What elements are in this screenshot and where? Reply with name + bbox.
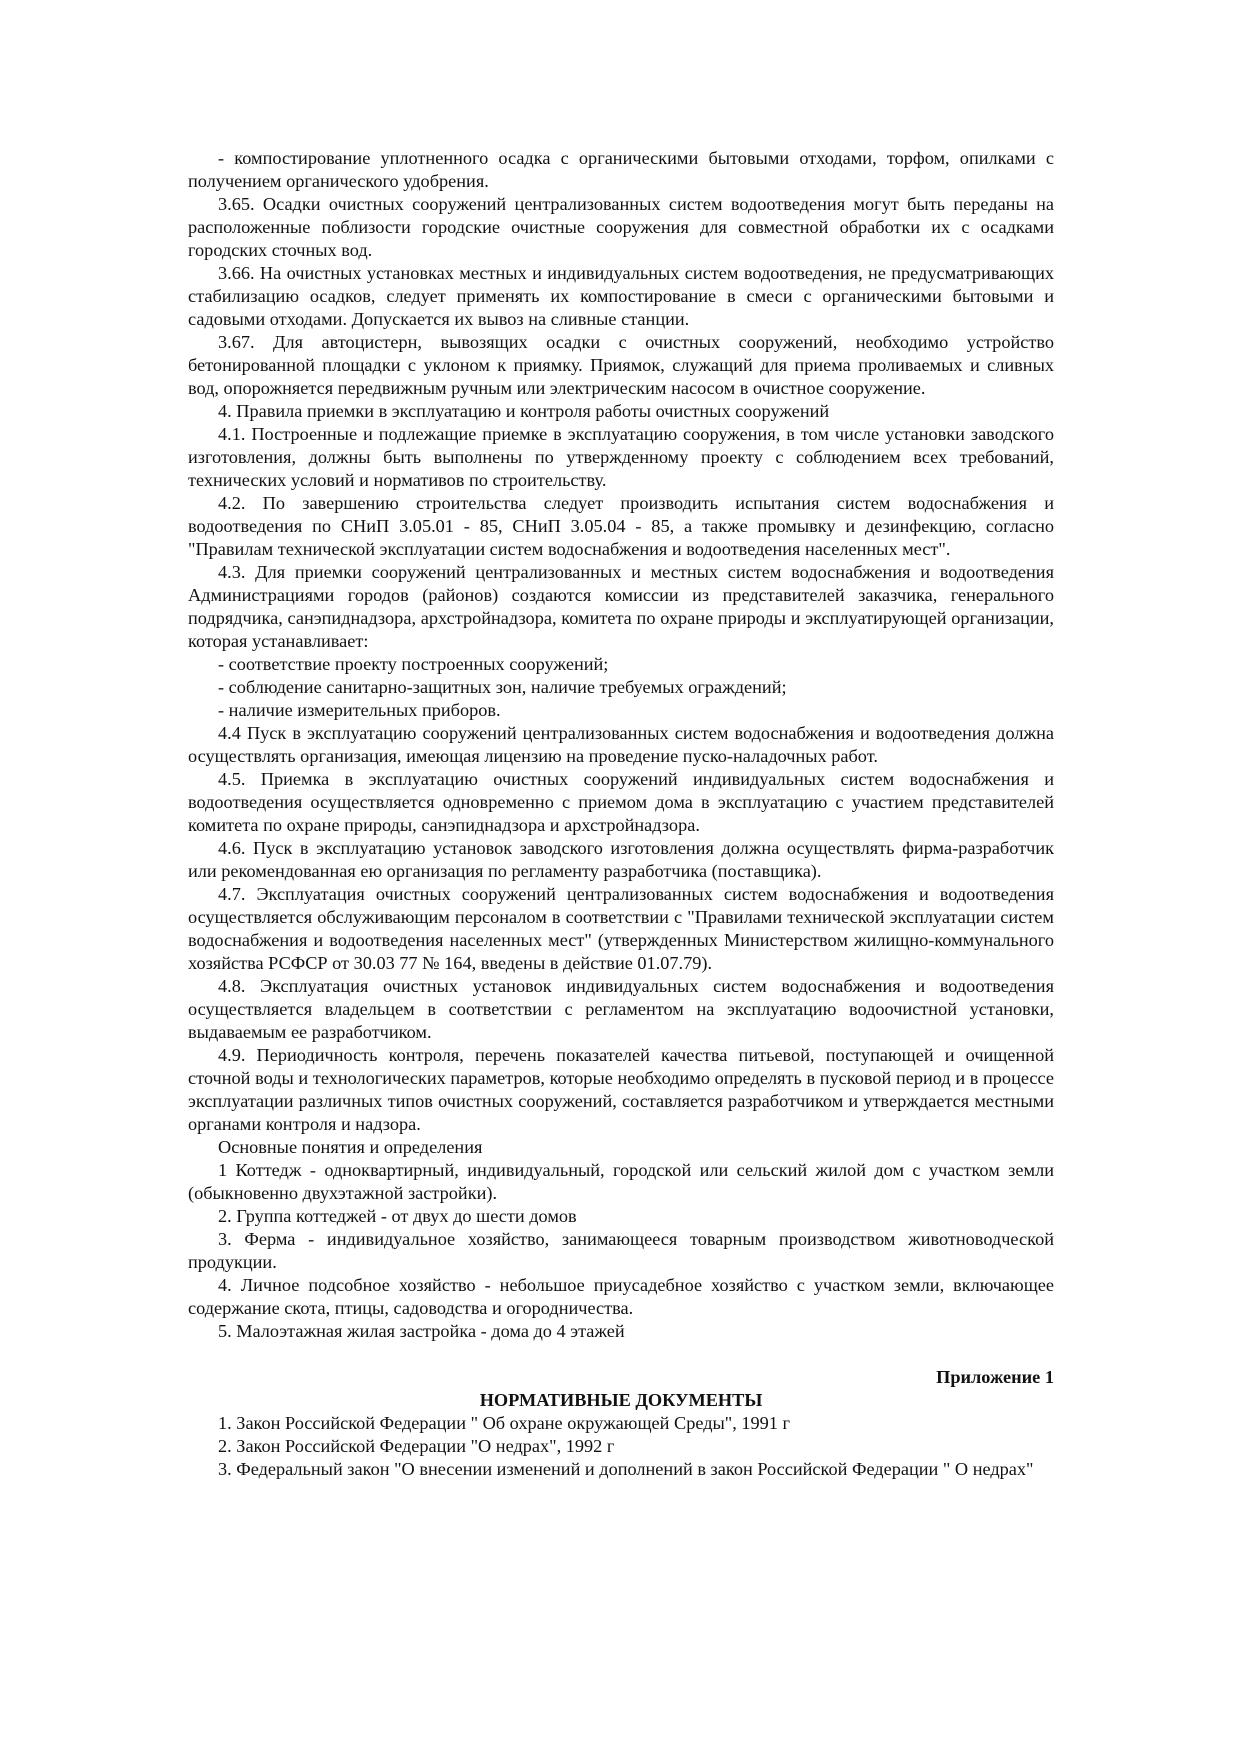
normative-document-1: 1. Закон Российской Федерации " Об охране окружающей Среды", 1991 г: [218, 1413, 791, 1433]
paragraph-3-65: 3.65. Осадки очистных сооружений централизованных систем водоотведения могут быть переданы на расположенные поблизости городские очистные сооружения для совместной обработки их с осадками городских сточных вод.: [188, 194, 1054, 260]
normative-document-3: 3. Федеральный закон "О внесении изменений и дополнений в закон Российской Федерации " О недрах": [218, 1459, 1034, 1479]
paragraph-3-66: 3.66. На очистных установках местных и индивидуальных систем водоотведения, не предусматривающих стабилизацию осадков, следует применять их компостирование в смеси с органическими бытовыми и садовыми отходами. Допускается их вывоз на сливные станции.: [188, 263, 1054, 329]
appendix-heading: НОРМАТИВНЫЕ ДОКУМЕНТЫ: [479, 1390, 763, 1410]
list-item-conformity: - соответствие проекту построенных сооружений;: [218, 654, 609, 674]
paragraph-4-1: 4.1. Построенные и подлежащие приемке в эксплуатацию сооружения, в том числе установки заводского изготовления, должны быть выполнены по утвержденному проекту с соблюдением всех требований, технических условий и нормативов по строительству.: [188, 424, 1054, 490]
paragraph-composting: - компостирование уплотненного осадка с органическими бытовыми отходами, торфом, опилками с получением органического удобрения.: [188, 148, 1054, 191]
paragraph-4-6: 4.6. Пуск в эксплуатацию установок заводского изготовления должна осуществлять фирма-разработчик или рекомендованная ею организация по регламенту разработчика (поставщика).: [188, 838, 1054, 881]
paragraph-4-9: 4.9. Периодичность контроля, перечень показателей качества питьевой, поступающей и очищенной сточной воды и технологических параметров, которые необходимо определять в пусковой период и в процессе эксплуатации различных типов очистных сооружений, составляется разработчиком и утверждается местными органами контроля и надзора.: [188, 1045, 1054, 1134]
list-item-sanitary-zones: - соблюдение санитарно-защитных зон, наличие требуемых ограждений;: [218, 677, 787, 697]
paragraph-4-4: 4.4 Пуск в эксплуатацию сооружений централизованных систем водоснабжения и водоотведения должна осуществлять организация, имеющая лицензию на проведение пуско-наладочных работ.: [188, 723, 1054, 766]
definition-low-rise: 5. Малоэтажная жилая застройка - дома до 4 этажей: [218, 1321, 625, 1341]
paragraph-4-8: 4.8. Эксплуатация очистных установок индивидуальных систем водоснабжения и водоотведения осуществляется владельцем в соответствии с регламентом на эксплуатацию водоочистной установки, выдаваемым ее разработчиком.: [188, 976, 1054, 1042]
paragraph-4-3: 4.3. Для приемки сооружений централизованных и местных систем водоснабжения и водоотведения Администрациями городов (районов) создаются комиссии из представителей заказчика, генерального подрядчика, санэпиднадзора, архстройнадзора, комитета по охране природы и эксплуатирующей организации, которая устанавливает:: [188, 562, 1054, 651]
document-page: [188, 147, 1054, 1481]
definitions-title: Основные понятия и определения: [218, 1137, 483, 1157]
list-item-instruments: - наличие измерительных приборов.: [218, 700, 501, 720]
appendix-label: Приложение 1: [936, 1367, 1054, 1387]
normative-document-2: 2. Закон Российской Федерации "О недрах", 1992 г: [218, 1436, 615, 1456]
definition-cottage: 1 Коттедж - одноквартирный, индивидуальный, городской или сельский жилой дом с участком земли (обыкновенно двухэтажной застройки).: [188, 1160, 1054, 1203]
paragraph-4-2: 4.2. По завершению строительства следует производить испытания систем водоснабжения и водоотведения по СНиП 3.05.01 - 85, СНиП 3.05.04 - 85, а также промывку и дезинфекцию, согласно "Правилам технической эксплуатации систем водоснабжения и водоотведения населенных мест".: [188, 493, 1054, 559]
section-4-title: 4. Правила приемки в эксплуатацию и контроля работы очистных сооружений: [218, 401, 830, 421]
definition-personal-household: 4. Личное подсобное хозяйство - небольшое приусадебное хозяйство с участком земли, включающее содержание скота, птицы, садоводства и огородничества.: [188, 1275, 1054, 1318]
paragraph-3-67: 3.67. Для автоцистерн, вывозящих осадки с очистных сооружений, необходимо устройство бетонированной площадки с уклоном к приямку. Приямок, служащий для приема проливаемых и сливных вод, опорожняется передвижным ручным или электрическим насосом в очистное сооружение.: [188, 332, 1054, 398]
definition-farm: 3. Ферма - индивидуальное хозяйство, занимающееся товарным производством животноводческой продукции.: [188, 1229, 1054, 1272]
paragraph-4-7: 4.7. Эксплуатация очистных сооружений централизованных систем водоснабжения и водоотведения осуществляется обслуживающим персоналом в соответствии с "Правилами технической эксплуатации систем водоснабжения и водоотведения населенных мест" (утвержденных Министерством жилищно-коммунального хозяйства РСФСР от 30.03 77 № 164, введены в действие 01.07.79).: [188, 884, 1054, 973]
paragraph-4-5: 4.5. Приемка в эксплуатацию очистных сооружений индивидуальных систем водоснабжения и водоотведения осуществляется одновременно с приемом дома в эксплуатацию с участием представителей комитета по охране природы, санэпиднадзора и архстройнадзора.: [188, 769, 1054, 835]
definition-cottage-group: 2. Группа коттеджей - от двух до шести домов: [218, 1206, 577, 1226]
